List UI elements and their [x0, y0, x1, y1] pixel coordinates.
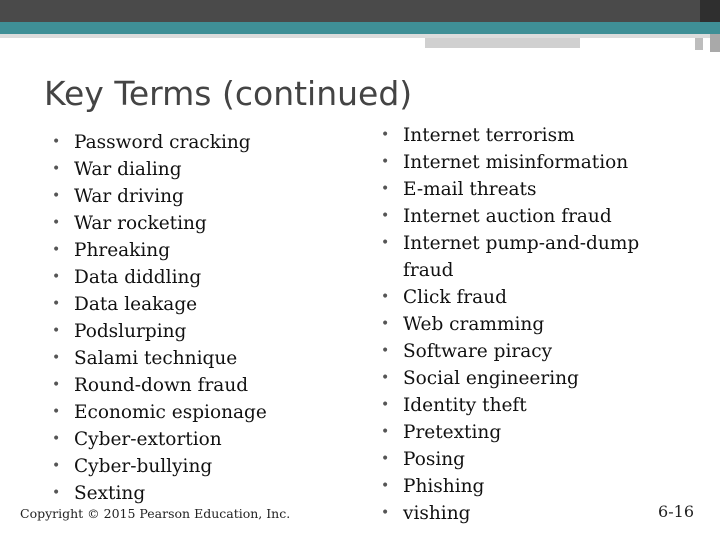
list-item: • Internet terrorism: [381, 122, 671, 149]
decorative-block: [695, 38, 703, 50]
list-item: • Social engineering: [381, 365, 671, 392]
list-item: • vishing: [381, 500, 671, 527]
list-item: • Password cracking: [52, 129, 342, 156]
decorative-bar: [425, 38, 580, 48]
list-item: • Sexting: [52, 480, 342, 507]
header-bar-corner: [700, 0, 720, 22]
list-item: • War dialing: [52, 156, 342, 183]
slide-title: Key Terms (continued): [44, 74, 413, 113]
list-item: • Podslurping: [52, 318, 342, 345]
list-item: • Internet misinformation: [381, 149, 671, 176]
list-item: • Round-down fraud: [52, 372, 342, 399]
accent-stripe: [0, 22, 720, 34]
list-item: • Salami technique: [52, 345, 342, 372]
list-item: • War rocketing: [52, 210, 342, 237]
list-item: • War driving: [52, 183, 342, 210]
list-item: • Economic espionage: [52, 399, 342, 426]
list-item: • Web cramming: [381, 311, 671, 338]
right-term-list: [381, 122, 671, 527]
list-item: • Software piracy: [381, 338, 671, 365]
list-item: • Click fraud: [381, 284, 671, 311]
list-item: • Phreaking: [52, 237, 342, 264]
accent-stripe-light: [0, 34, 720, 38]
list-item: • Cyber-bullying: [52, 453, 342, 480]
copyright-notice: Copyright © 2015 Pearson Education, Inc.: [20, 506, 291, 521]
list-item: • Identity theft: [381, 392, 671, 419]
decorative-block: [710, 34, 720, 52]
left-term-list: [52, 129, 342, 507]
page-number: 6-16: [658, 502, 694, 521]
list-item: • Data leakage: [52, 291, 342, 318]
header-bar: [0, 0, 700, 22]
list-item: • Pretexting: [381, 419, 671, 446]
list-item: • Data diddling: [52, 264, 342, 291]
list-item: • Phishing: [381, 473, 671, 500]
list-item: • Internet auction fraud: [381, 203, 671, 230]
list-item: • E-mail threats: [381, 176, 671, 203]
list-item: • Internet pump-and-dump fraud: [381, 230, 643, 284]
list-item: • Cyber-extortion: [52, 426, 342, 453]
list-item: • Posing: [381, 446, 671, 473]
